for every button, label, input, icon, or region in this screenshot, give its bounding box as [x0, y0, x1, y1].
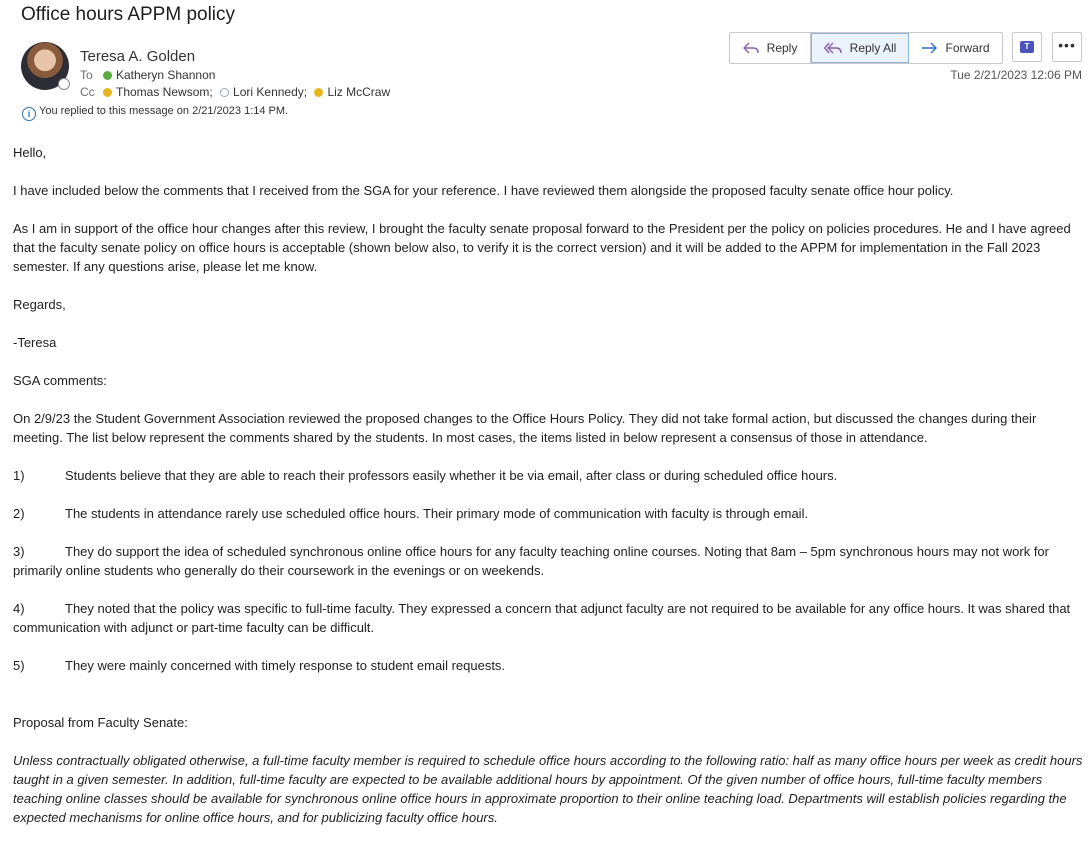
- list-item: [13, 504, 1083, 523]
- sent-date: Tue 2/21/2023 12:06 PM: [950, 68, 1082, 82]
- teams-chat-button[interactable]: [1012, 32, 1042, 62]
- reply-arrow-icon: [743, 42, 759, 54]
- more-actions-button[interactable]: •••: [1052, 32, 1082, 62]
- away-status-icon: [103, 88, 112, 97]
- body-paragraph: I have included below the comments that I received from the SGA for your reference. I have reviewed them alongside the proposed faculty senate office hour policy.: [13, 183, 954, 198]
- list-number: 1): [13, 468, 25, 483]
- presence-status-icon: [58, 78, 70, 90]
- list-item: [13, 542, 1083, 580]
- reply-all-button[interactable]: [811, 33, 909, 63]
- recipient-cc[interactable]: Liz McCraw: [327, 85, 391, 99]
- reply-all-arrow-icon: [824, 42, 842, 54]
- info-bar-text: You replied to this message on 2/21/2023 1:14 PM.: [39, 105, 289, 117]
- to-label: To: [80, 68, 93, 82]
- list-number: 4): [13, 601, 25, 616]
- list-number: 2): [13, 506, 25, 521]
- to-row: [80, 68, 215, 82]
- greeting: Hello,: [13, 145, 47, 160]
- section-heading: Proposal from Faculty Senate:: [13, 715, 188, 730]
- list-text: The students in attendance rarely use scheduled office hours. Their primary mode of communication with faculty is through email.: [65, 506, 809, 521]
- signature: -Teresa: [13, 335, 57, 350]
- list-text: They do support the idea of scheduled synchronous online office hours for any faculty teaching online courses. Noting that 8am – 5pm synchronous hours may not work for primarily online students who generally do their coursework in the evenings or on weekends.: [13, 544, 1049, 578]
- body-paragraph: On 2/9/23 the Student Government Association reviewed the proposed changes to the Office Hours Policy. They did not take formal action, but discussed the changes during their meeting. The list below represent the comments shared by the students. In most cases, the items listed in below represent a consensus of those in attendance.: [13, 411, 1037, 445]
- sender-name[interactable]: Teresa A. Golden: [80, 48, 196, 65]
- offline-status-icon: [220, 88, 229, 97]
- forward-arrow-icon: [921, 42, 937, 54]
- list-item: [13, 599, 1083, 637]
- list-text: Students believe that they are able to reach their professors easily whether it be via email, after class or during scheduled office hours.: [65, 468, 838, 483]
- list-text: They were mainly concerned with timely response to student email requests.: [65, 658, 506, 673]
- list-item: [13, 466, 1083, 485]
- closing: Regards,: [13, 297, 66, 312]
- reply-label: Reply: [766, 41, 798, 55]
- away-status-icon: [314, 88, 323, 97]
- info-icon: i: [22, 107, 36, 121]
- recipient-cc[interactable]: Thomas Newsom;: [116, 85, 213, 99]
- reply-all-label: Reply All: [849, 41, 897, 55]
- section-heading: SGA comments:: [13, 373, 107, 388]
- list-number: 5): [13, 658, 25, 673]
- recipient-cc[interactable]: Lori Kennedy;: [233, 85, 308, 99]
- teams-icon: T: [1020, 41, 1034, 53]
- forward-label: Forward: [945, 41, 990, 55]
- forward-button[interactable]: [909, 33, 1002, 63]
- available-status-icon: [103, 71, 112, 80]
- response-actions: [729, 32, 1003, 64]
- spacer: [13, 694, 1083, 713]
- list-item: [13, 656, 1083, 675]
- proposal-text: Unless contractually obligated otherwise, a full-time faculty member is required to schedule office hours according to the following ratio: half as many office hours per week as credit hours taught in a given semester. In addition, full-time faculty are expected to be available additional hours by appointment. Of the given number of office hours, full-time faculty members teaching online classes should be available for synchronous online office hours in approximate proportion to their online teaching load. Departments will establish policies regarding the expected mechanisms for online office hours, and for publicizing faculty office hours.: [13, 753, 1083, 825]
- email-subject: Office hours APPM policy: [21, 4, 236, 25]
- cc-label: Cc: [80, 85, 95, 99]
- recipient-to[interactable]: Katheryn Shannon: [116, 68, 216, 82]
- list-text: They noted that the policy was specific to full-time faculty. They expressed a concern that adjunct faculty are not required to be available for any office hours. It was shared that communication with adjunct or part-time faculty can be difficult.: [13, 601, 1071, 635]
- body-paragraph: As I am in support of the office hour changes after this review, I brought the faculty senate proposal forward to the President per the policy on policies procedures. He and I have agreed that the faculty senate policy on office hours is acceptable (shown below also, to verify it is the correct version) and it will be added to the APPM for implementation in the Fall 2023 semester. If any questions arise, please let me know.: [13, 221, 1071, 274]
- message-body: [13, 143, 1083, 846]
- list-number: 3): [13, 544, 25, 559]
- cc-row: [80, 85, 390, 99]
- info-bar: [22, 105, 288, 121]
- reply-button[interactable]: [730, 33, 811, 63]
